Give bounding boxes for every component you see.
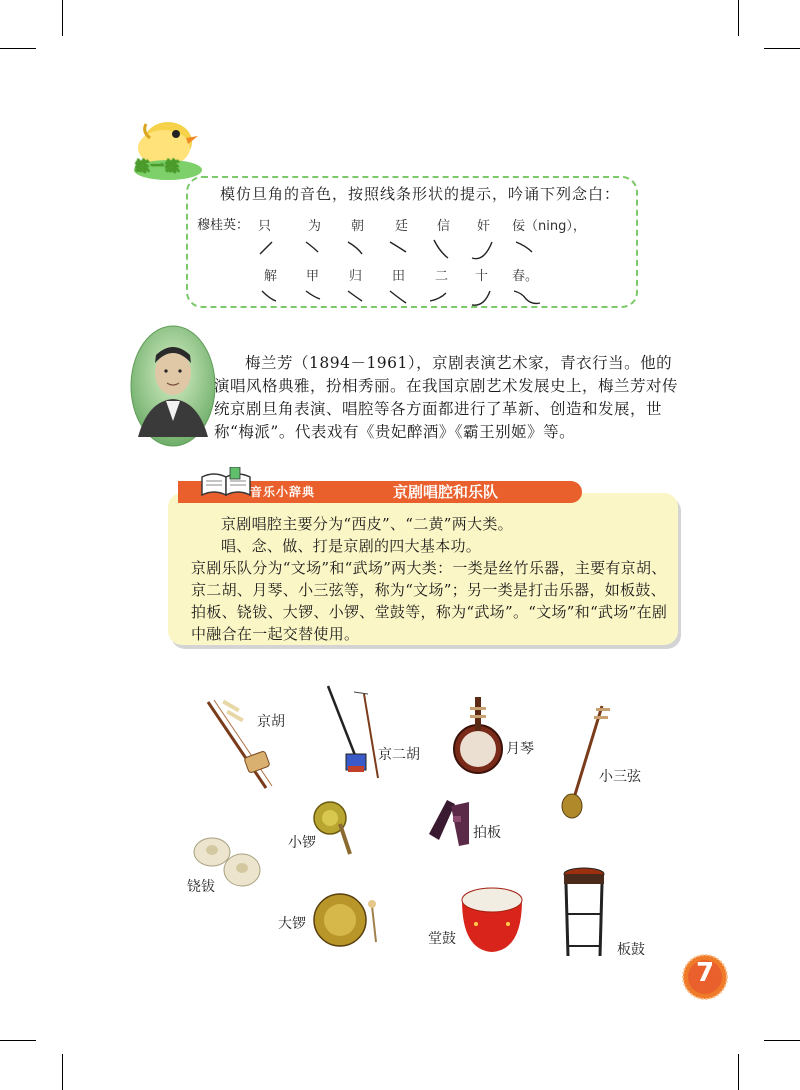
crop-mark bbox=[764, 1040, 800, 1041]
practice-badge-label: 练一练 bbox=[135, 159, 180, 175]
naobo-label: 铙钹 bbox=[187, 879, 215, 895]
paiban-image bbox=[425, 796, 475, 848]
tone-curves-line2 bbox=[250, 283, 550, 309]
portrait-image bbox=[130, 325, 216, 447]
bangu-image bbox=[558, 864, 612, 960]
syllable: 只 bbox=[258, 219, 272, 234]
syllable: 廷 bbox=[395, 219, 409, 234]
dictionary-paragraph: 唱、念、做、打是京剧的四大基本功。 bbox=[221, 537, 482, 555]
yueqin-label: 月琴 bbox=[506, 741, 534, 757]
crop-mark bbox=[62, 0, 63, 36]
xiaoluo-label: 小锣 bbox=[288, 835, 316, 851]
crop-mark bbox=[0, 48, 36, 49]
dictionary-paragraph: 京剧唱腔主要分为“西皮”、“二黄”两大类。 bbox=[221, 515, 513, 533]
tanggu-label: 堂鼓 bbox=[428, 931, 456, 947]
syllable: 田 bbox=[392, 269, 406, 284]
tanggu-image bbox=[460, 884, 524, 956]
syllable: 为 bbox=[308, 219, 322, 234]
yueqin-image bbox=[452, 693, 506, 777]
syllable: 朝 bbox=[351, 219, 365, 234]
daluo-image bbox=[312, 890, 384, 948]
speaker-label: 穆桂英： bbox=[197, 218, 250, 233]
dictionary-text bbox=[191, 513, 669, 645]
syllable: 春。 bbox=[512, 269, 539, 284]
crop-mark bbox=[738, 0, 739, 36]
xiaosanxian-label: 小三弦 bbox=[599, 769, 641, 785]
syllable: 二 bbox=[435, 269, 449, 284]
crop-mark bbox=[738, 1054, 739, 1090]
syllable: 十 bbox=[475, 269, 489, 284]
biography-text bbox=[214, 352, 684, 444]
crop-mark bbox=[0, 1040, 36, 1041]
dictionary-title: 音乐小辞典 bbox=[250, 485, 316, 499]
syllable: 解 bbox=[264, 269, 278, 284]
syllable: 奸 bbox=[477, 219, 491, 234]
xiaoluo-image bbox=[310, 798, 362, 858]
jingerhu-label: 京二胡 bbox=[378, 747, 420, 763]
tone-curves-line1 bbox=[250, 234, 550, 266]
crop-mark bbox=[62, 1054, 63, 1090]
crop-mark bbox=[764, 48, 800, 49]
daluo-label: 大锣 bbox=[278, 916, 306, 932]
bangu-label: 板鼓 bbox=[617, 942, 645, 958]
dictionary-paragraph: 京剧乐队分为“文场”和“武场”两大类：一类是丝竹乐器，主要有京胡、京二胡、月琴、小三弦等，称为“文场”；另一类是打击乐器，如板鼓、拍板、铙钹、大锣、小锣、堂鼓等，称为“武场”。“文场”和“武场”在剧中融合在一起交替使用。 bbox=[191, 559, 668, 643]
syllable: 佞（ning）， bbox=[512, 219, 586, 234]
page-number: 7 bbox=[695, 958, 715, 988]
biography-paragraph: 梅兰芳（1894－1961），京剧表演艺术家，青衣行当。他的演唱风格典雅，扮相秀丽。在我国京剧艺术发展史上，梅兰芳对传统京剧旦角表演、唱腔等各方面都进行了革新、创造和发展，世称“梅派”。代表戏有《贵妃醉酒》《霸王别姬》等。 bbox=[214, 354, 679, 441]
xiaosanxian-image bbox=[560, 702, 614, 822]
paiban-label: 拍板 bbox=[473, 825, 501, 841]
practice-instruction: 模仿旦角的音色，按照线条形状的提示，吟诵下列念白： bbox=[220, 185, 621, 203]
jingerhu-image bbox=[318, 682, 390, 782]
jinghu-label: 京胡 bbox=[257, 714, 285, 730]
open-book-icon bbox=[200, 467, 252, 497]
syllable: 甲 bbox=[306, 269, 320, 284]
syllable: 归 bbox=[349, 269, 363, 284]
syllable: 信 bbox=[437, 219, 451, 234]
dictionary-heading: 京剧唱腔和乐队 bbox=[393, 483, 499, 501]
